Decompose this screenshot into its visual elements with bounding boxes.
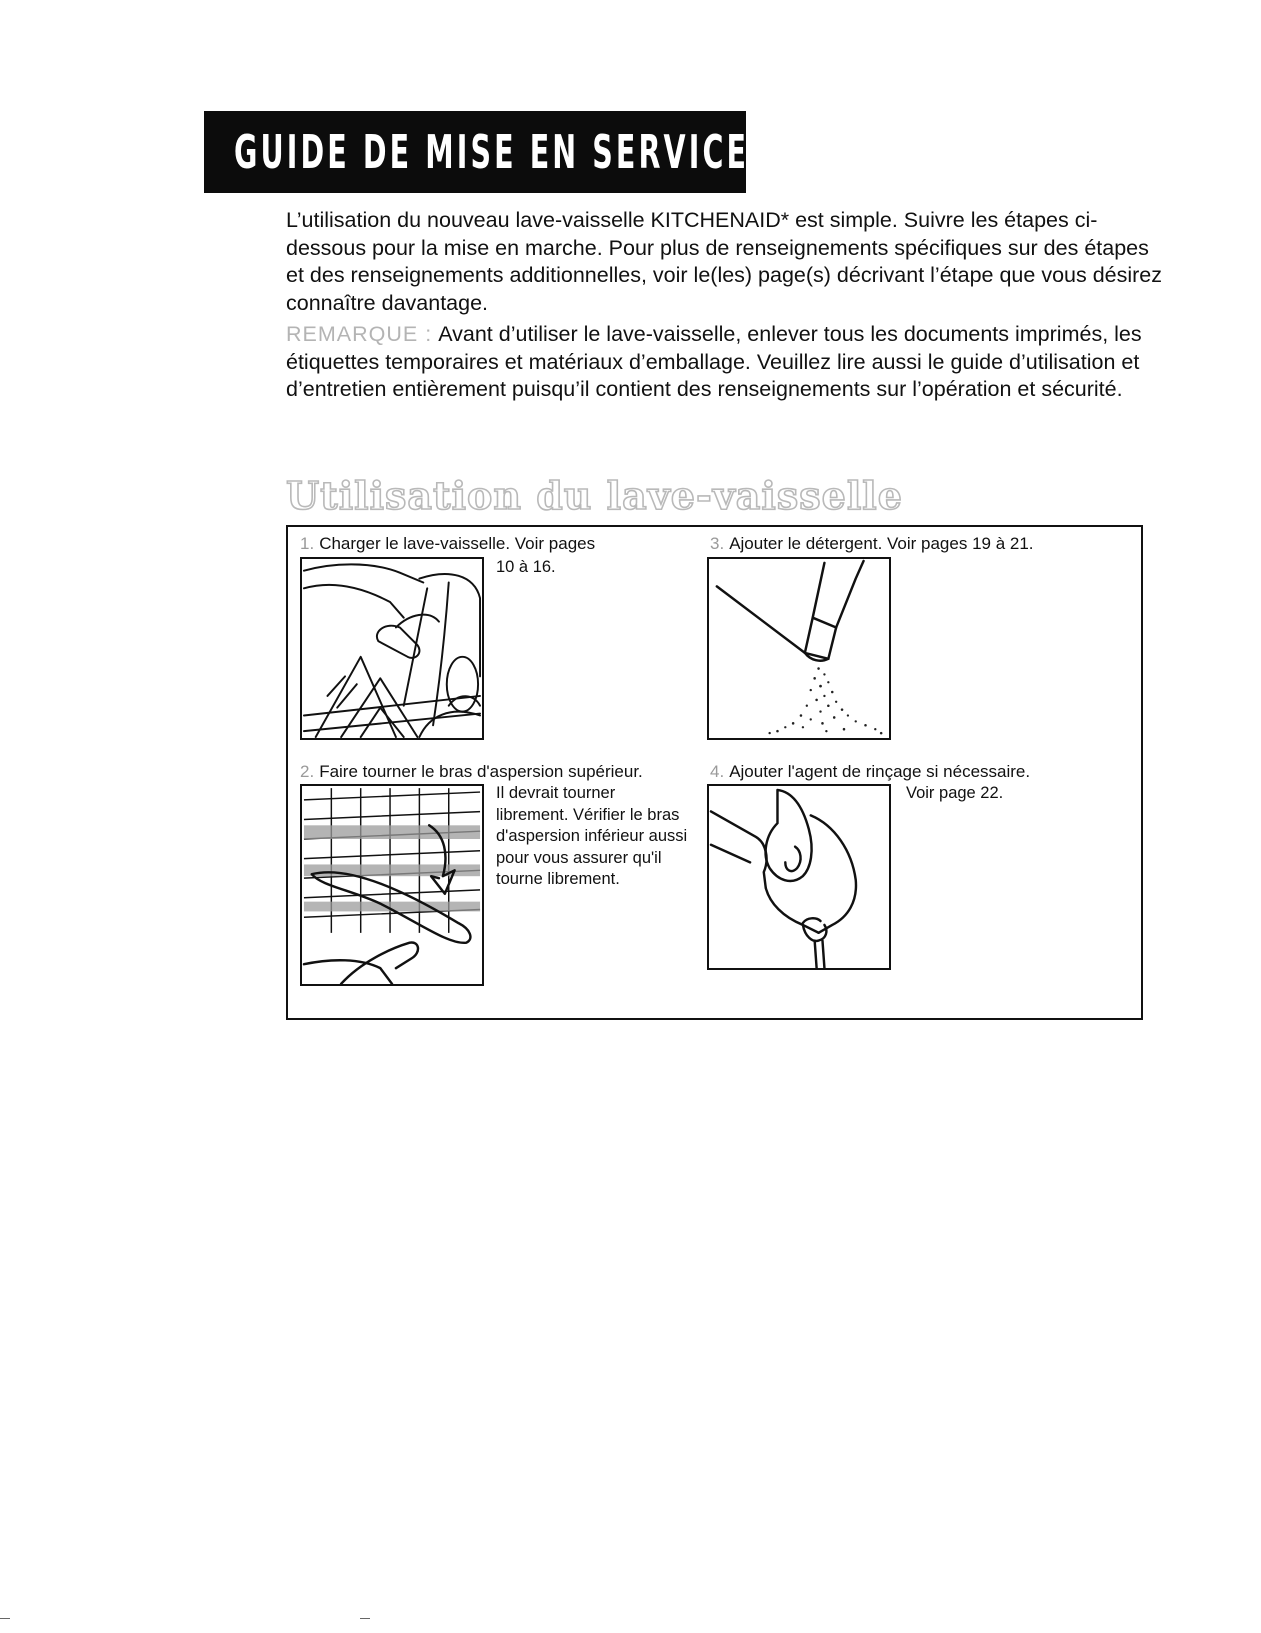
step-4-illustration xyxy=(707,784,891,970)
step-3-illustration xyxy=(707,557,891,740)
step-3-text: Ajouter le détergent. Voir pages 19 à 21. xyxy=(729,534,1034,553)
step-1-continuation: 10 à 16. xyxy=(496,558,556,576)
step-2-label xyxy=(300,762,643,782)
step-2-text: Faire tourner le bras d'aspersion supérieur. xyxy=(319,762,643,781)
page-title: GUIDE DE MISE EN SERVICE xyxy=(234,125,750,179)
page-edge-mark xyxy=(0,1618,10,1619)
intro-paragraph: L’utilisation du nouveau lave-vaisselle KITCHENAID* est simple. Suivre les étapes ci-dessous pour la mise en marche. Pour plus de renseignements spécifiques sur des étapes et des renseignements additionnelles, voir le(les) page(s) décrivant l’étape que vous désirez connaître davantage. xyxy=(286,208,1163,315)
step-3-label xyxy=(710,534,1034,554)
step-2-continuation: Il devrait tourner librement. Vérifier le bras d'aspersion inférieur aussi pour vous assurer qu'il tourne librement. xyxy=(496,784,688,888)
note-paragraph xyxy=(286,321,1146,404)
loading-dishes-illustration xyxy=(302,559,482,738)
spray-arm-illustration xyxy=(302,786,482,984)
step-1-number: 1. xyxy=(300,534,315,553)
section-title: Utilisation du lave-vaisselle xyxy=(286,473,903,518)
step-4-continuation: Voir page 22. xyxy=(906,784,1004,802)
step-4-text: Ajouter l'agent de rinçage si nécessaire. xyxy=(729,762,1031,781)
page-edge-mark xyxy=(360,1618,370,1619)
adding-detergent-illustration xyxy=(709,559,889,738)
step-4-label xyxy=(710,762,1030,782)
note-label: REMARQUE : xyxy=(286,322,433,346)
step-3-number: 3. xyxy=(710,534,725,553)
adding-rinse-aid-illustration xyxy=(709,786,889,968)
step-2-number: 2. xyxy=(300,762,315,781)
note-text: Avant d’utiliser le lave-vaisselle, enlever tous les documents imprimés, les étiquettes temporaires et matériaux d’emballage. Veuillez lire aussi le guide d’utilisation et d’entretien entièrement puisqu’il contient des renseignements sur l’opération et sécurité. xyxy=(286,322,1142,401)
page-header-banner xyxy=(204,111,750,193)
step-1-text: Charger le lave-vaisselle. Voir pages xyxy=(319,534,596,553)
step-1-illustration xyxy=(300,557,484,740)
step-4-number: 4. xyxy=(710,762,725,781)
step-2-illustration xyxy=(300,784,484,986)
step-1-label xyxy=(300,534,595,554)
